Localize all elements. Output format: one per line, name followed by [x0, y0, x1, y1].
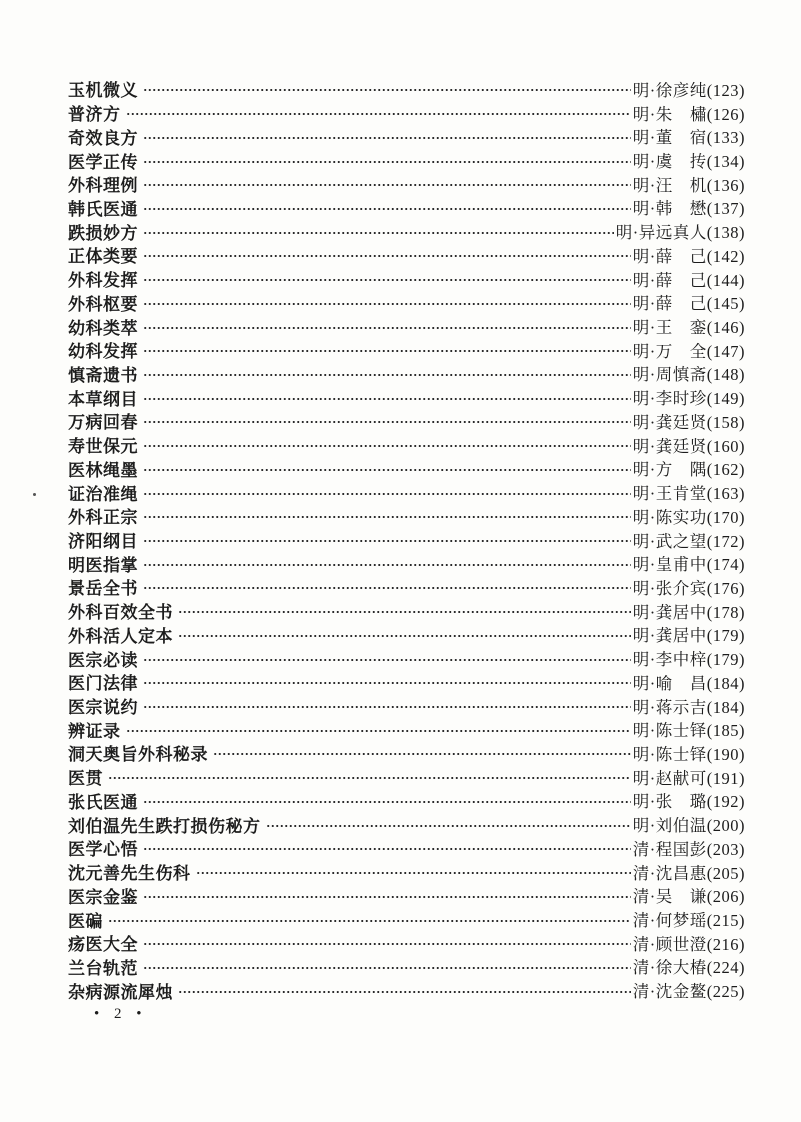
dot-leader [143, 345, 631, 357]
toc-entry-row [68, 219, 745, 243]
dot-leader [143, 891, 631, 903]
author-and-page: 明·张 璐(192) [632, 792, 745, 812]
book-title: 外科正宗 [68, 508, 138, 528]
dot-leader [213, 748, 631, 760]
dot-leader [108, 915, 631, 927]
author-and-page: 明·李中梓(179) [632, 650, 745, 670]
author-and-page: 清·沈昌惠(205) [632, 863, 745, 883]
author-and-page: 明·蒋示吉(184) [632, 697, 745, 717]
toc-entry-row [68, 148, 745, 172]
toc-entry-row [68, 504, 745, 528]
toc-list [68, 77, 745, 1002]
dot-leader [143, 179, 631, 191]
author-and-page: 清·吴 谦(206) [632, 887, 745, 907]
dot-leader [143, 796, 631, 808]
toc-entry-row [68, 101, 745, 125]
author-and-page: 清·程国彭(203) [632, 839, 745, 859]
author-and-page: 明·徐彦纯(123) [632, 80, 745, 100]
author-and-page: 明·陈士铎(190) [632, 744, 745, 764]
toc-entry-row [68, 599, 745, 623]
dot-leader [266, 820, 631, 832]
toc-entry-row [68, 812, 745, 836]
author-and-page: 明·陈实功(170) [632, 507, 745, 527]
toc-entry-row [68, 836, 745, 860]
dot-leader [143, 156, 631, 168]
toc-entry-row [68, 243, 745, 267]
author-and-page: 明·喻 昌(184) [632, 673, 745, 693]
dot-leader [143, 938, 631, 950]
dot-leader [143, 298, 631, 310]
author-and-page: 明·刘伯温(200) [632, 816, 745, 836]
dot-leader [178, 630, 631, 642]
author-and-page: 明·武之望(172) [632, 531, 745, 551]
book-title: 外科百效全书 [68, 603, 173, 623]
book-title: 刘伯温先生跌打损伤秘方 [68, 816, 261, 836]
dot-leader [143, 701, 631, 713]
dot-leader [178, 606, 631, 618]
toc-entry-row [68, 931, 745, 955]
author-and-page: 清·沈金鳌(225) [632, 982, 745, 1002]
book-title: 医贯 [68, 769, 103, 789]
toc-entry-row [68, 575, 745, 599]
scan-speck [33, 493, 36, 496]
toc-entry-row [68, 646, 745, 670]
book-title: 医门法律 [68, 674, 138, 694]
book-title: 医宗说约 [68, 698, 138, 718]
dot-leader [143, 227, 614, 239]
author-and-page: 明·万 全(147) [632, 341, 745, 361]
book-title: 医林绳墨 [68, 460, 138, 480]
author-and-page: 明·陈士铎(185) [632, 721, 745, 741]
author-and-page: 明·异远真人(138) [615, 223, 745, 243]
dot-leader [143, 132, 631, 144]
dot-leader [143, 84, 631, 96]
author-and-page: 明·汪 机(136) [632, 175, 745, 195]
toc-entry-row [68, 457, 745, 481]
book-title: 本草纲目 [68, 389, 138, 409]
dot-leader [143, 274, 631, 286]
toc-entry-row [68, 338, 745, 362]
book-title: 韩氏医通 [68, 199, 138, 219]
book-title: 济阳纲目 [68, 532, 138, 552]
dot-leader [196, 867, 631, 879]
book-title: 洞天奥旨外科秘录 [68, 745, 208, 765]
author-and-page: 明·薛 己(144) [632, 270, 745, 290]
dot-leader [143, 535, 631, 547]
author-and-page: 明·龚居中(178) [632, 602, 745, 622]
dot-leader [143, 393, 631, 405]
toc-entry-row [68, 765, 745, 789]
dot-leader [143, 369, 631, 381]
dot-leader [143, 322, 631, 334]
book-title: 外科理例 [68, 176, 138, 196]
dot-leader [143, 250, 631, 262]
author-and-page: 明·薛 己(142) [632, 246, 745, 266]
dot-leader [143, 582, 631, 594]
author-and-page: 明·虞 抟(134) [632, 152, 745, 172]
dot-leader [143, 464, 631, 476]
dot-leader [143, 488, 631, 500]
author-and-page: 明·韩 懋(137) [632, 199, 745, 219]
author-and-page: 明·董 宿(133) [632, 128, 745, 148]
book-title: 外科发挥 [68, 271, 138, 291]
toc-entry-row [68, 172, 745, 196]
book-title: 辨证录 [68, 721, 121, 741]
author-and-page: 明·龚居中(179) [632, 626, 745, 646]
toc-entry-row [68, 409, 745, 433]
toc-entry-row [68, 385, 745, 409]
toc-entry-row [68, 694, 745, 718]
book-title: 杂病源流犀烛 [68, 982, 173, 1002]
book-title: 外科枢要 [68, 294, 138, 314]
book-title: 幼科发挥 [68, 342, 138, 362]
dot-leader [143, 559, 631, 571]
book-title: 证治准绳 [68, 484, 138, 504]
dot-leader [126, 725, 631, 737]
page-number-footer: • 2 • [94, 1006, 143, 1022]
toc-entry-row [68, 124, 745, 148]
dot-leader [143, 843, 631, 855]
book-title: 医宗金鉴 [68, 887, 138, 907]
toc-entry-row [68, 955, 745, 979]
author-and-page: 明·皇甫中(174) [632, 555, 745, 575]
toc-entry-row [68, 77, 745, 101]
toc-entry-row [68, 789, 745, 813]
book-title: 医学心悟 [68, 840, 138, 860]
toc-entry-row [68, 433, 745, 457]
book-title: 跌损妙方 [68, 223, 138, 243]
author-and-page: 明·赵献可(191) [632, 768, 745, 788]
dot-leader [108, 772, 631, 784]
book-title: 医碥 [68, 911, 103, 931]
author-and-page: 明·薛 己(145) [632, 294, 745, 314]
toc-entry-row [68, 480, 745, 504]
toc-entry-row [68, 196, 745, 220]
author-and-page: 清·何梦瑶(215) [632, 911, 745, 931]
dot-leader [143, 962, 631, 974]
toc-entry-row [68, 362, 745, 386]
dot-leader [143, 654, 631, 666]
toc-entry-row [68, 314, 745, 338]
dot-leader [143, 440, 631, 452]
book-title: 疡医大全 [68, 935, 138, 955]
toc-entry-row [68, 883, 745, 907]
toc-entry-row [68, 670, 745, 694]
dot-leader [143, 677, 631, 689]
author-and-page: 清·徐大椿(224) [632, 958, 745, 978]
toc-entry-row [68, 528, 745, 552]
author-and-page: 明·王肯堂(163) [632, 484, 745, 504]
book-title: 明医指掌 [68, 555, 138, 575]
dot-leader [143, 511, 631, 523]
author-and-page: 明·方 隅(162) [632, 460, 745, 480]
dot-leader [143, 416, 631, 428]
toc-entry-row [68, 623, 745, 647]
book-title: 正体类要 [68, 247, 138, 267]
book-title: 寿世保元 [68, 437, 138, 457]
toc-entry-row [68, 978, 745, 1002]
book-title: 玉机微义 [68, 81, 138, 101]
book-title: 幼科类萃 [68, 318, 138, 338]
book-title: 张氏医通 [68, 792, 138, 812]
book-title: 医学正传 [68, 152, 138, 172]
book-title: 外科活人定本 [68, 626, 173, 646]
book-title: 沈元善先生伤科 [68, 864, 191, 884]
author-and-page: 明·张介宾(176) [632, 578, 745, 598]
toc-entry-row [68, 741, 745, 765]
book-title: 兰台轨范 [68, 958, 138, 978]
author-and-page: 明·龚廷贤(158) [632, 412, 745, 432]
toc-entry-row [68, 551, 745, 575]
author-and-page: 明·周慎斋(148) [632, 365, 745, 385]
toc-entry-row [68, 860, 745, 884]
toc-entry-row [68, 290, 745, 314]
toc-entry-row [68, 717, 745, 741]
dot-leader [143, 203, 631, 215]
book-title: 万病回春 [68, 413, 138, 433]
dot-leader [178, 986, 631, 998]
author-and-page: 明·朱 橚(126) [632, 104, 745, 124]
author-and-page: 明·李时珍(149) [632, 389, 745, 409]
author-and-page: 明·王 銮(146) [632, 318, 745, 338]
book-title: 慎斋遗书 [68, 365, 138, 385]
book-title: 医宗必读 [68, 650, 138, 670]
toc-entry-row [68, 907, 745, 931]
book-title: 普济方 [68, 105, 121, 125]
book-title: 景岳全书 [68, 579, 138, 599]
author-and-page: 明·龚廷贤(160) [632, 436, 745, 456]
author-and-page: 清·顾世澄(216) [632, 934, 745, 954]
toc-entry-row [68, 267, 745, 291]
book-title: 奇效良方 [68, 128, 138, 148]
dot-leader [126, 108, 631, 120]
